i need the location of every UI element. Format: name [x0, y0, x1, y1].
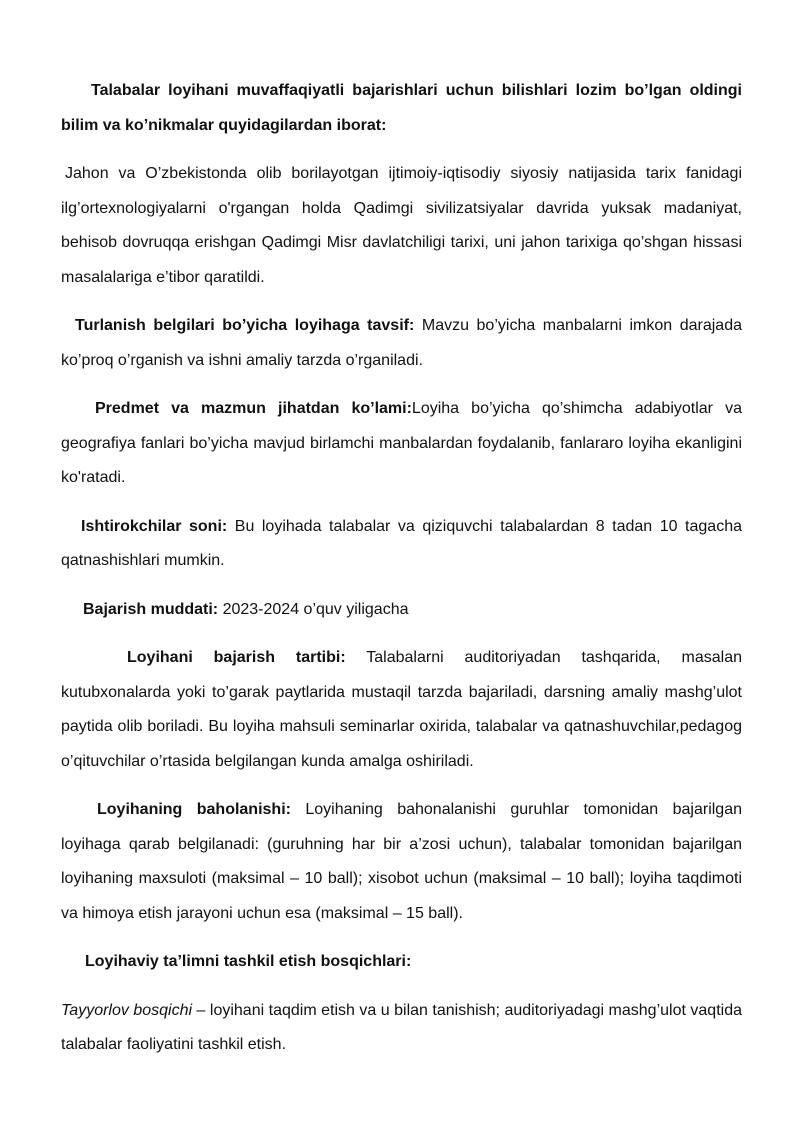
participants-heading: Ishtirokchilar soni: — [81, 517, 228, 535]
scope-text: Loyiha bo’yicha qo’shimcha adabiyotlar va geografiya fanlari bo’yicha mavjud birlamchi manbalardan foydalanib, fanlararo loyiha ekanligini ko'ratadi. — [61, 400, 742, 486]
participants-paragraph — [61, 510, 742, 579]
preparation-heading: Tayyorlov bosqichi — [61, 1001, 193, 1019]
procedure-heading: Loyihani bajarish tartibi: — [127, 649, 346, 666]
evaluation-heading: Loyihaning baholanishi: — [97, 801, 291, 818]
context-text: Jahon va O’zbekistonda olib borilayotgan ijtimoiy-iqtisodiy siyosiy natijasida tarix fanidagi ilg’ortexnologiyalarni o'rgangan holda Qadimgi sivilizatsiyalar davrida yuksak madaniyat, behisob dovruqqa erishgan Qadimgi Misr davlatchiligi tarixi, uni jahon tarixiga qo’shgan hissasi masalalariga e’tibor qaratildi. — [61, 165, 742, 286]
intro-heading: Talabalar loyihani muvaffaqiyatli bajarishlari uchun bilishlari lozim bo’lgan oldingi bilim va ko’nikmalar quyidagilardan iborat: — [61, 82, 742, 134]
evaluation-paragraph — [61, 793, 742, 931]
duration-text: 2023-2024 o’quv yiligacha — [218, 600, 409, 618]
stages-heading: Loyihaviy ta’limni tashkil etish bosqichlari: — [85, 953, 412, 970]
evaluation-text: Loyihaning bahonalanishi guruhlar tomonidan bajarilgan loyihaga qarab belgilanadi: (guruhning har bir a’zosi uchun), talabalar tomonidan bajarilgan loyihaning maxsuloti (maksimal – 10 ball); xisobot uchun (maksimal – 10 ball); loyiha taqdimoti va himoya etish jarayoni uchun esa (maksimal – 15 ball). — [61, 801, 742, 922]
preparation-text: – loyihani taqdim etish va u bilan tanishish; auditoriyadagi mashg’ulot vaqtida talabalar faoliyatini tashkil etish. — [61, 1001, 742, 1053]
classification-paragraph — [61, 309, 742, 378]
duration-paragraph — [61, 593, 742, 628]
context-paragraph — [61, 157, 742, 295]
intro-paragraph — [61, 74, 742, 143]
stages-paragraph — [61, 945, 742, 980]
procedure-paragraph — [61, 641, 742, 779]
classification-heading: Turlanish belgilari bo’yicha loyihaga tavsif: — [75, 317, 415, 334]
classification-text: Mavzu bo’yicha manbalarni imkon darajada ko’proq o’rganish va ishni amaliy tarzda o’rganiladi. — [61, 317, 742, 369]
participants-text: Bu loyihada talabalar va qiziquvchi talabalardan 8 tadan 10 tagacha qatnashishlari mumkin. — [61, 517, 742, 569]
procedure-text: Talabalarni auditoriyadan tashqarida, masalan kutubxonalarda yoki to’garak paytlarida mustaqil tarzda bajariladi, darsning amaliy mashg’ulot paytida olib boriladi. Bu loyiha mahsuli seminarlar oxirida, talabalar va qatnashuvchilar,pedagog o’qituvchilar o’rtasida belgilangan kunda amalga oshiriladi. — [61, 649, 742, 770]
preparation-paragraph — [61, 994, 742, 1063]
duration-heading: Bajarish muddati: — [83, 600, 219, 618]
scope-paragraph — [61, 392, 742, 496]
scope-heading: Predmet va mazmun jihatdan ko’lami: — [95, 400, 412, 417]
